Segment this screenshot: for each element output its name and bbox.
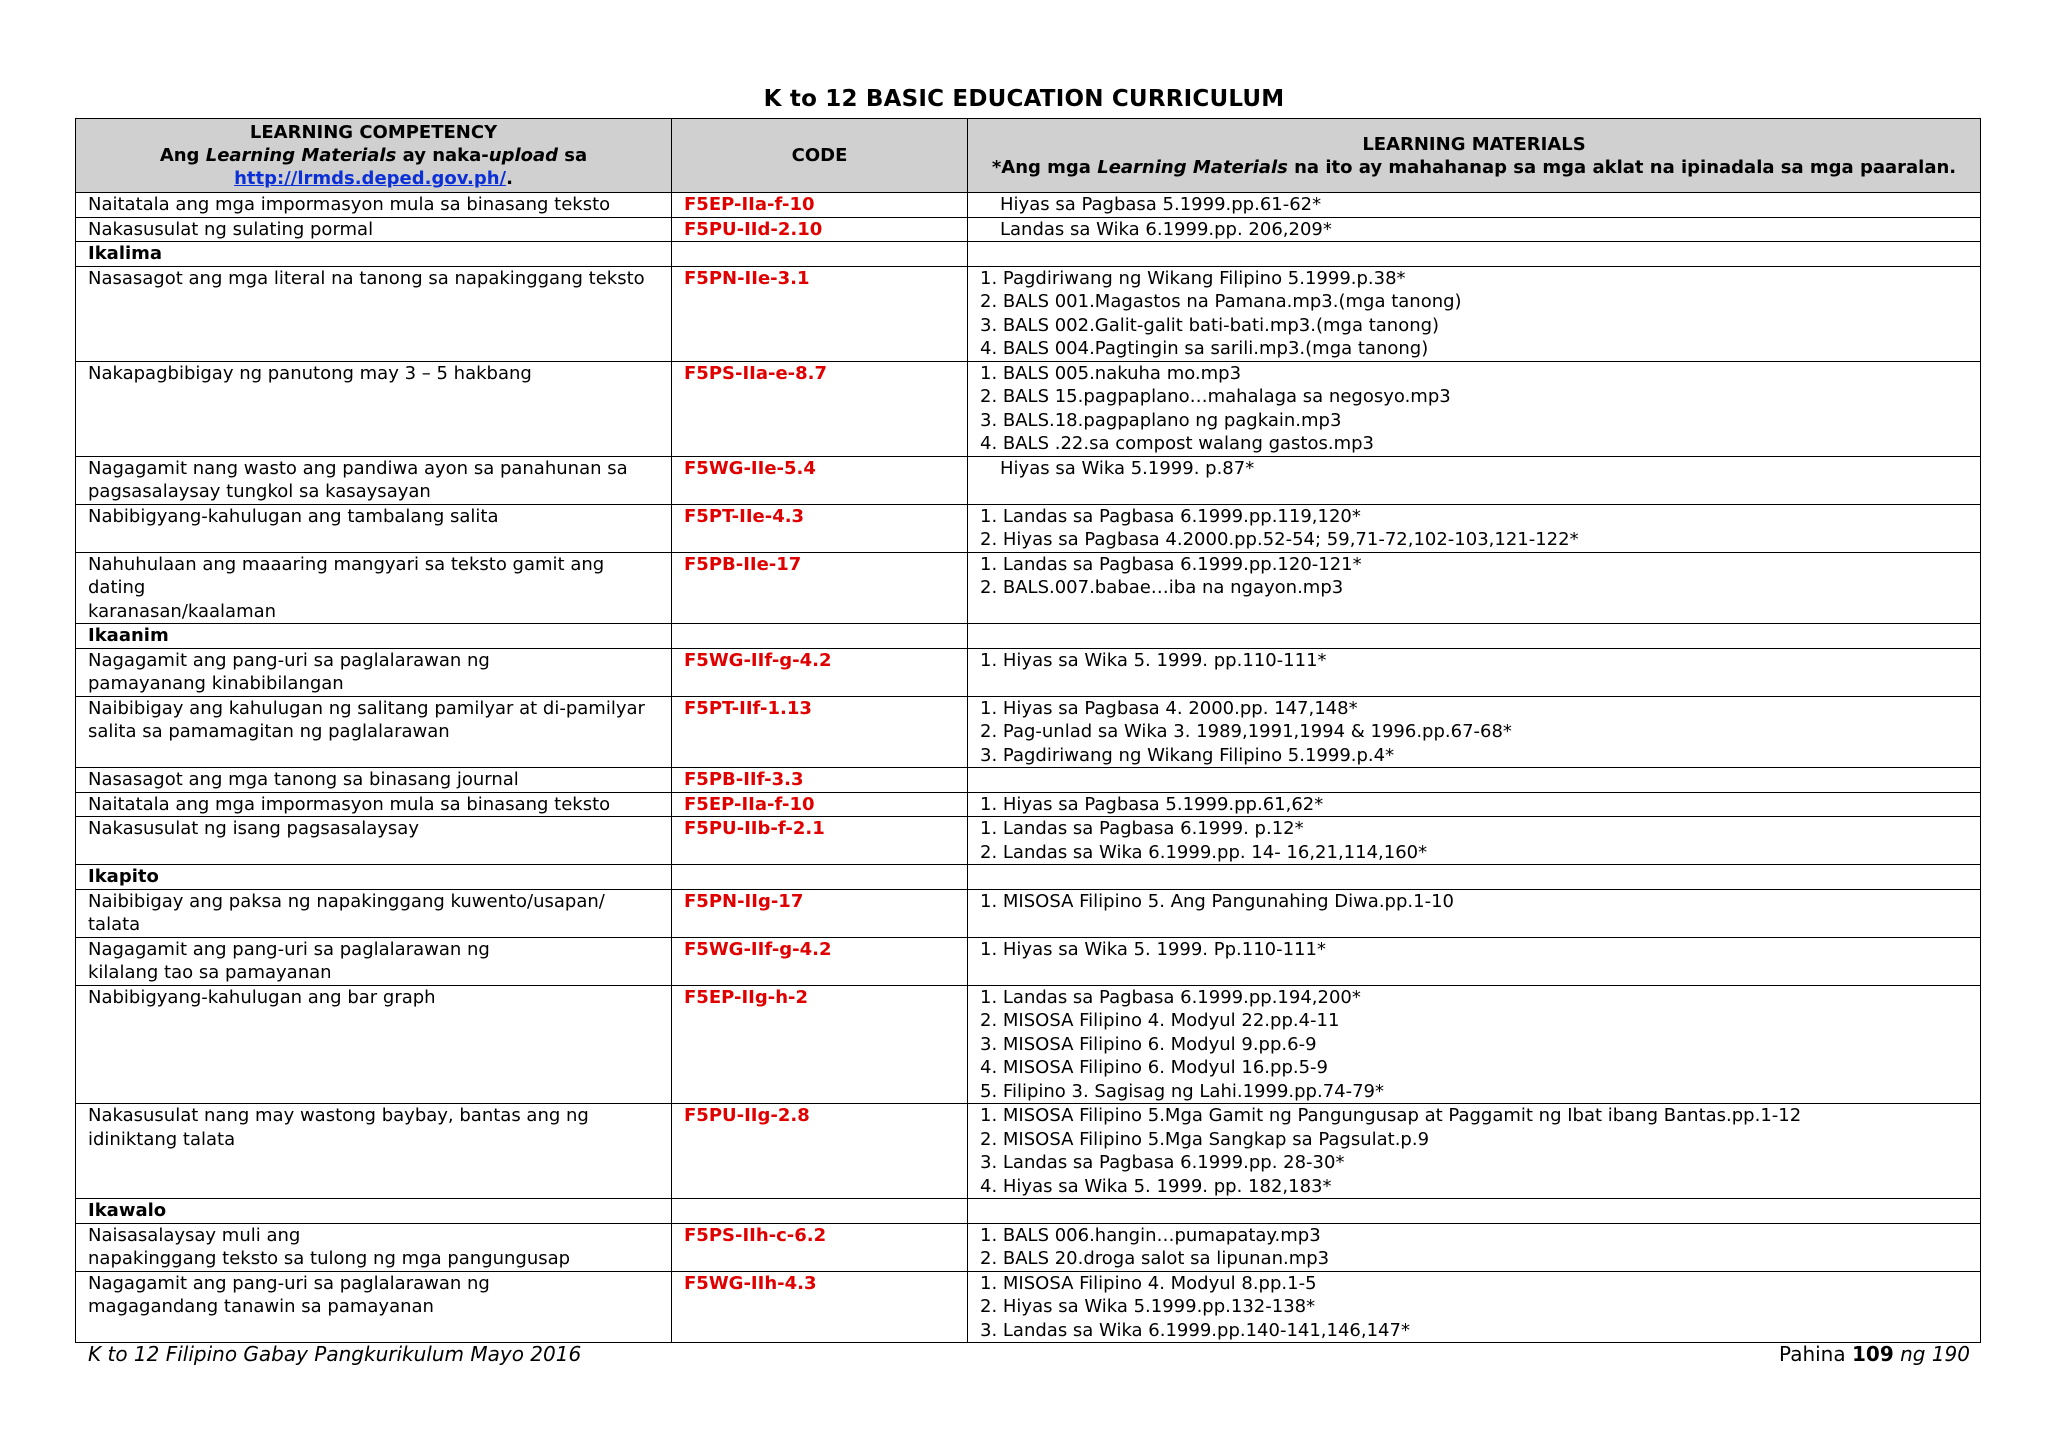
code-cell: F5WG-IIe-5.4 <box>672 456 968 504</box>
table-row <box>76 937 1981 985</box>
empty-cell <box>672 624 968 649</box>
section-row <box>76 865 1981 890</box>
material-item: 2. Landas sa Wika 6.1999.pp. 14- 16,21,114,160* <box>980 841 1428 863</box>
competency-line: salita sa pamamagitan ng paglalarawan <box>88 721 450 742</box>
header-code: CODE <box>672 119 968 193</box>
competency-line: Naisasalaysay muli ang <box>88 1224 301 1246</box>
material-item: 1. MISOSA Filipino 5. Ang Pangunahing Diwa.pp.1-10 <box>980 890 1454 912</box>
material-item: Landas sa Wika 6.1999.pp. 206,209* <box>1000 218 1332 240</box>
material-item: 3. BALS.18.pagpaplano ng pagkain.mp3 <box>980 409 1342 431</box>
code-cell: F5PT-IIe-4.3 <box>672 504 968 552</box>
empty-cell <box>968 624 1981 649</box>
materials-cell <box>968 648 1981 696</box>
material-item: 3. Landas sa Wika 6.1999.pp.140-141,146,147* <box>980 1319 1410 1341</box>
competency-line: Nabibigyang-kahulugan ang tambalang salita <box>88 505 499 527</box>
header-competency-title: LEARNING COMPETENCY <box>249 122 498 143</box>
competency-line: Nagagamit ang pang-uri sa paglalarawan ng <box>88 649 490 671</box>
competency-line: pagsasalaysay tungkol sa kasaysayan <box>88 481 431 502</box>
competency-line: pamayanang kinabibilangan <box>88 673 344 694</box>
competency-cell <box>76 217 672 242</box>
section-label: Ikaanim <box>76 624 672 649</box>
materials-cell <box>968 193 1981 218</box>
competency-cell <box>76 817 672 865</box>
competency-line: Nakasusulat nang may wastong baybay, bantas ang ng <box>88 1105 589 1126</box>
code-cell: F5PS-IIh-c-6.2 <box>672 1223 968 1271</box>
competency-cell <box>76 889 672 937</box>
material-item: Hiyas sa Wika 5.1999. p.87* <box>1000 457 1255 479</box>
materials-cell <box>968 504 1981 552</box>
materials-cell <box>968 768 1981 793</box>
table-row <box>76 361 1981 456</box>
code-cell: F5PS-IIa-e-8.7 <box>672 361 968 456</box>
code-cell: F5WG-IIf-g-4.2 <box>672 937 968 985</box>
empty-cell <box>968 1199 1981 1224</box>
table-row <box>76 696 1981 768</box>
material-item: 3. BALS 002.Galit-galit bati-bati.mp3.(mga tanong) <box>980 314 1440 336</box>
materials-cell <box>968 792 1981 817</box>
code-cell: F5PT-IIf-1.13 <box>672 696 968 768</box>
empty-cell <box>672 1199 968 1224</box>
material-item: 4. Hiyas sa Wika 5. 1999. pp. 182,183* <box>980 1175 1332 1197</box>
material-item: 2. Hiyas sa Pagbasa 4.2000.pp.52-54; 59,71-72,102-103,121-122* <box>980 529 1579 550</box>
material-item: 2. MISOSA Filipino 5.Mga Sangkap sa Pagsulat.p.9 <box>980 1128 1430 1150</box>
table-row <box>76 768 1981 793</box>
competency-line: Naitatala ang mga impormasyon mula sa binasang teksto <box>88 793 611 815</box>
competency-line: Nakasusulat ng sulating pormal <box>88 218 374 240</box>
code-cell: F5PB-IIf-3.3 <box>672 768 968 793</box>
competency-cell <box>76 1104 672 1199</box>
competency-cell <box>76 937 672 985</box>
competency-line: Nabibigyang-kahulugan ang bar graph <box>88 986 436 1008</box>
material-item: 1. MISOSA Filipino 5.Mga Gamit ng Pangungusap at Paggamit ng Ibat ibang Bantas.pp.1-12 <box>980 1105 1802 1126</box>
competency-cell <box>76 1223 672 1271</box>
section-label: Ikapito <box>76 865 672 890</box>
table-header-row <box>76 119 1981 193</box>
material-item: Hiyas sa Pagbasa 5.1999.pp.61-62* <box>1000 194 1322 215</box>
table-row <box>76 1104 1981 1199</box>
competency-line: talata <box>88 914 141 935</box>
section-label: Ikawalo <box>76 1199 672 1224</box>
material-item: 2. BALS 001.Magastos na Pamana.mp3.(mga tanong) <box>980 291 1462 312</box>
code-cell: F5PU-IIg-2.8 <box>672 1104 968 1199</box>
header-materials-title: LEARNING MATERIALS <box>1362 133 1586 155</box>
material-item: 4. BALS 004.Pagtingin sa sarili.mp3.(mga tanong) <box>980 338 1429 359</box>
competency-line: Naitatala ang mga impormasyon mula sa binasang teksto <box>88 194 611 215</box>
code-cell: F5PU-IIb-f-2.1 <box>672 817 968 865</box>
header-competency-link-line: http://lrmds.deped.gov.ph/. <box>234 168 513 189</box>
table-row <box>76 552 1981 624</box>
material-item: 1. Pagdiriwang ng Wikang Filipino 5.1999.p.38* <box>980 267 1406 289</box>
competency-line: Nasasagot ang mga tanong sa binasang journal <box>88 769 519 790</box>
material-item: 2. BALS 15.pagpaplano…mahalaga sa negosyo.mp3 <box>980 386 1451 407</box>
code-cell: F5EP-IIa-f-10 <box>672 792 968 817</box>
table-row <box>76 456 1981 504</box>
competency-line: Nakasusulat ng isang pagsasalaysay <box>88 818 419 839</box>
code-cell: F5EP-IIg-h-2 <box>672 985 968 1104</box>
code-cell: F5WG-IIh-4.3 <box>672 1271 968 1343</box>
competency-cell <box>76 696 672 768</box>
material-item: 4. MISOSA Filipino 6. Modyul 16.pp.5-9 <box>980 1057 1328 1078</box>
table-row <box>76 648 1981 696</box>
material-item: 1. BALS 005.nakuha mo.mp3 <box>980 362 1242 384</box>
competency-line: magagandang tanawin sa pamayanan <box>88 1296 434 1317</box>
materials-cell <box>968 1223 1981 1271</box>
competency-cell <box>76 648 672 696</box>
competency-line: idiniktang talata <box>88 1128 236 1150</box>
table-row <box>76 1223 1981 1271</box>
material-item: 1. Landas sa Pagbasa 6.1999.pp.120-121* <box>980 553 1362 575</box>
header-materials-note: *Ang mga Learning Materials na ito ay mahahanap sa mga aklat na ipinadala sa mga paaralan. <box>991 156 1957 178</box>
competency-cell <box>76 1271 672 1343</box>
table-row <box>76 193 1981 218</box>
empty-cell <box>968 865 1981 890</box>
materials-cell <box>968 1271 1981 1343</box>
materials-cell <box>968 1104 1981 1199</box>
competency-line: Nahuhulaan ang maaaring mangyari sa teksto gamit ang dating <box>88 553 605 598</box>
material-item: 1. BALS 006.hangin…pumapatay.mp3 <box>980 1224 1321 1246</box>
material-item: 3. MISOSA Filipino 6. Modyul 9.pp.6-9 <box>980 1033 1317 1055</box>
material-item: 2. Hiyas sa Wika 5.1999.pp.132-138* <box>980 1296 1316 1317</box>
competency-line: napakinggang teksto sa tulong ng mga pangungusap <box>88 1248 571 1269</box>
competency-cell <box>76 792 672 817</box>
competency-cell <box>76 266 672 361</box>
material-item: 1. Landas sa Pagbasa 6.1999.pp.119,120* <box>980 505 1361 527</box>
materials-cell <box>968 985 1981 1104</box>
competency-cell <box>76 985 672 1104</box>
header-competency-note: Ang Learning Materials ay naka-upload sa <box>159 145 588 166</box>
material-item: 1. Hiyas sa Wika 5. 1999. Pp.110-111* <box>980 938 1326 960</box>
table-row <box>76 266 1981 361</box>
code-cell: F5PN-IIe-3.1 <box>672 266 968 361</box>
table-row <box>76 504 1981 552</box>
material-item: 1. MISOSA Filipino 4. Modyul 8.pp.1-5 <box>980 1272 1317 1294</box>
lrmds-link[interactable]: http://lrmds.deped.gov.ph/ <box>234 168 507 189</box>
materials-cell <box>968 266 1981 361</box>
competency-line: Nakapagbibigay ng panutong may 3 – 5 hakbang <box>88 362 532 384</box>
code-cell: F5PB-IIe-17 <box>672 552 968 624</box>
competency-line: Naibibigay ang paksa ng napakinggang kuwento/usapan/ <box>88 890 605 912</box>
code-cell: F5EP-IIa-f-10 <box>672 193 968 218</box>
material-item: 2. BALS.007.babae…iba na ngayon.mp3 <box>980 577 1344 598</box>
table-row <box>76 985 1981 1104</box>
material-item: 2. BALS 20.droga salot sa lipunan.mp3 <box>980 1248 1330 1269</box>
materials-cell <box>968 696 1981 768</box>
material-item: 1. Hiyas sa Wika 5. 1999. pp.110-111* <box>980 649 1327 671</box>
table-body <box>76 193 1981 1343</box>
competency-cell <box>76 361 672 456</box>
materials-cell <box>968 361 1981 456</box>
competency-cell <box>76 193 672 218</box>
header-materials <box>968 119 1981 193</box>
competency-cell <box>76 504 672 552</box>
table-row <box>76 1271 1981 1343</box>
materials-cell <box>968 217 1981 242</box>
competency-line: Nagagamit ang pang-uri sa paglalarawan ng <box>88 938 490 960</box>
code-cell: F5WG-IIf-g-4.2 <box>672 648 968 696</box>
table-row <box>76 889 1981 937</box>
footer-page-number: Pahina 109 ng 190 <box>1779 1342 1970 1366</box>
curriculum-table <box>75 118 1981 1343</box>
section-row <box>76 624 1981 649</box>
materials-cell <box>968 817 1981 865</box>
competency-cell <box>76 552 672 624</box>
empty-cell <box>968 242 1981 267</box>
table-row <box>76 792 1981 817</box>
materials-cell <box>968 937 1981 985</box>
material-item: 1. Hiyas sa Pagbasa 5.1999.pp.61,62* <box>980 793 1324 815</box>
code-cell: F5PN-IIg-17 <box>672 889 968 937</box>
competency-line: Nagagamit ang pang-uri sa paglalarawan ng <box>88 1272 490 1294</box>
material-item: 2. MISOSA Filipino 4. Modyul 22.pp.4-11 <box>980 1010 1340 1031</box>
competency-cell <box>76 456 672 504</box>
code-cell: F5PU-IId-2.10 <box>672 217 968 242</box>
competency-line: Nagagamit nang wasto ang pandiwa ayon sa panahunan sa <box>88 457 628 479</box>
page-title: K to 12 BASIC EDUCATION CURRICULUM <box>763 86 1285 112</box>
section-row <box>76 242 1981 267</box>
materials-cell <box>968 552 1981 624</box>
footer-document-title: K to 12 Filipino Gabay Pangkurikulum Mayo 2016 <box>88 1342 582 1366</box>
competency-cell <box>76 768 672 793</box>
header-competency <box>76 119 672 193</box>
material-item: 3. Landas sa Pagbasa 6.1999.pp. 28-30* <box>980 1152 1345 1173</box>
materials-cell <box>968 889 1981 937</box>
competency-line: karanasan/kaalaman <box>88 600 277 622</box>
section-label: Ikalima <box>76 242 672 267</box>
material-item: 1. Hiyas sa Pagbasa 4. 2000.pp. 147,148* <box>980 697 1358 719</box>
section-row <box>76 1199 1981 1224</box>
table-row <box>76 817 1981 865</box>
materials-cell <box>968 456 1981 504</box>
empty-cell <box>672 865 968 890</box>
table-row <box>76 217 1981 242</box>
material-item: 3. Pagdiriwang ng Wikang Filipino 5.1999.p.4* <box>980 744 1395 766</box>
material-item: 1. Landas sa Pagbasa 6.1999. p.12* <box>980 818 1304 839</box>
competency-line: kilalang tao sa pamayanan <box>88 962 332 983</box>
competency-line: Naibibigay ang kahulugan ng salitang pamilyar at di-pamilyar <box>88 697 645 719</box>
material-item: 4. BALS .22.sa compost walang gastos.mp3 <box>980 433 1375 454</box>
empty-cell <box>672 242 968 267</box>
material-item: 1. Landas sa Pagbasa 6.1999.pp.194,200* <box>980 986 1361 1008</box>
material-item: 2. Pag-unlad sa Wika 3. 1989,1991,1994 & 1996.pp.67-68* <box>980 721 1512 742</box>
material-item: 5. Filipino 3. Sagisag ng Lahi.1999.pp.74-79* <box>980 1080 1384 1102</box>
competency-line: Nasasagot ang mga literal na tanong sa napakinggang teksto <box>88 267 645 289</box>
